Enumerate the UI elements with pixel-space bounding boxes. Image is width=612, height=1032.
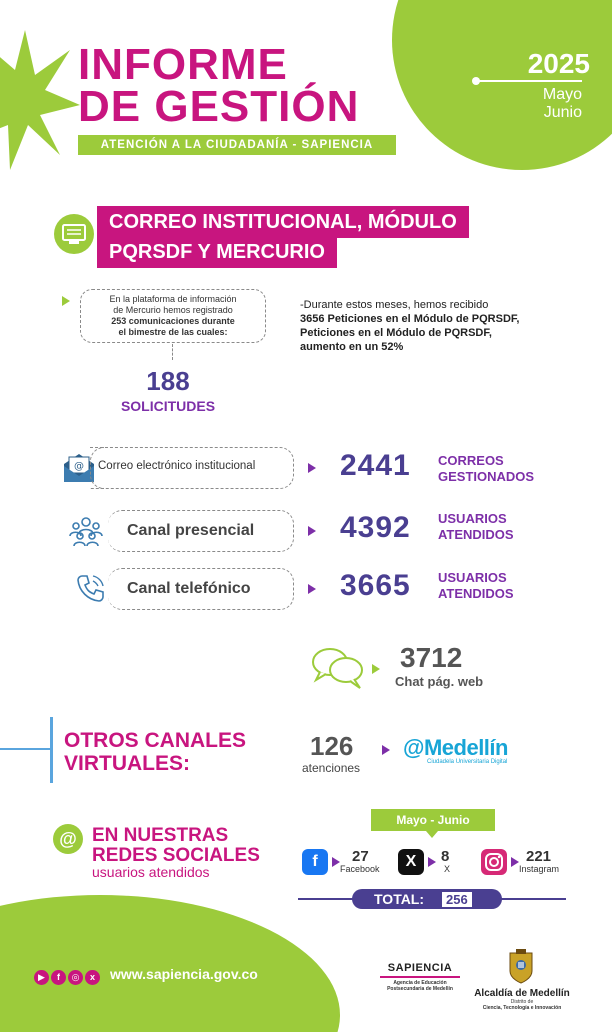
svg-text:@: @ <box>74 461 84 472</box>
sapiencia-logo: SAPIENCIA Agencia de Educación Postsecundaria de Medellín <box>380 962 460 992</box>
total-label: TOTAL: <box>374 891 425 907</box>
connector-line <box>172 344 173 360</box>
chat-number: 3712 <box>400 642 463 673</box>
channel-presencial-number: 4392 <box>340 511 411 544</box>
arrow-icon <box>308 526 316 536</box>
redes-subtitle: usuarios atendidos <box>92 864 210 880</box>
section-title-line1: CORREO INSTITUCIONAL, MÓDULO <box>97 206 469 238</box>
channel-telefonico-label: Canal telefónico <box>127 580 251 597</box>
divider-line <box>0 748 52 750</box>
bullet-arrow-icon <box>62 296 70 306</box>
people-group-icon <box>68 514 104 553</box>
arrow-icon <box>511 857 519 867</box>
instagram-label: Instagram <box>519 864 560 874</box>
arrow-icon <box>428 857 436 867</box>
channel-email-label: Correo electrónico institucional <box>98 460 256 472</box>
page-title: INFORME DE GESTIÓN <box>78 40 360 131</box>
solicitudes-number: 188 <box>146 366 190 396</box>
solicitudes-label: SOLICITUDES <box>120 398 216 414</box>
redes-title: EN NUESTRAS REDES SOCIALES <box>92 825 260 866</box>
arrow-icon <box>308 584 316 594</box>
report-period: Mayo Junio <box>542 86 582 121</box>
computer-icon <box>54 214 94 254</box>
youtube-icon[interactable]: ▶ <box>34 970 49 985</box>
channel-telefonico-number: 3665 <box>340 569 411 602</box>
otros-number: 126 <box>310 731 354 761</box>
chat-label: Chat pág. web <box>395 674 484 689</box>
arrow-icon <box>332 857 340 867</box>
instagram-icon <box>481 849 507 875</box>
otros-canales-title: OTROS CANALES VIRTUALES: <box>64 729 247 775</box>
facebook-small-icon[interactable]: f <box>51 970 66 985</box>
x-number: 8 <box>441 848 450 865</box>
instagram-number: 221 <box>526 848 552 865</box>
page-subtitle: ATENCIÓN A LA CIUDADANÍA - SAPIENCIA <box>78 135 396 155</box>
year-line-decor <box>474 80 582 82</box>
medellin-coat-of-arms-icon <box>506 947 536 990</box>
facebook-icon: f <box>302 849 328 875</box>
header-decor-circle <box>392 0 612 170</box>
x-icon: X <box>398 849 424 875</box>
report-year: 2025 <box>527 48 590 79</box>
website-link[interactable]: www.sapiencia.gov.co <box>110 966 258 982</box>
channel-presencial-label: Canal presencial <box>127 522 255 539</box>
medellin-digital-logo: @Medellín Ciudadela Universitaria Digital <box>403 735 508 765</box>
divider-line-vertical <box>50 717 53 783</box>
otros-label: atenciones <box>302 761 361 775</box>
x-small-icon[interactable]: x <box>85 970 100 985</box>
redes-period-badge: Mayo - Junio <box>371 809 495 831</box>
total-badge <box>352 889 502 909</box>
arrow-icon <box>372 664 380 674</box>
channel-email-unit: CORREOS GESTIONADOS <box>438 453 535 484</box>
at-sign-icon: @ <box>53 824 83 854</box>
channel-telefonico-unit: USUARIOS ATENDIDOS <box>438 570 514 601</box>
total-value: 256 <box>442 892 472 907</box>
chat-bubbles-icon <box>310 646 366 697</box>
phone-icon <box>76 573 106 608</box>
alcaldia-logo: Alcaldía de Medellín Distrito de Ciencia, Tecnología e Innovación <box>474 988 570 1011</box>
section-title-line2: PQRSDF Y MERCURIO <box>97 236 337 268</box>
arrow-icon <box>382 745 390 755</box>
facebook-label: Facebook <box>340 864 380 874</box>
instagram-small-icon[interactable]: ◎ <box>68 970 83 985</box>
mercurio-box: En la plataforma de información de Mercurio hemos registrado 253 comunicaciones durante el bimestre de las cuales: <box>80 289 266 343</box>
starburst-decor-icon <box>0 30 80 170</box>
badge-pointer <box>426 831 438 838</box>
arrow-icon <box>308 463 316 473</box>
pqrsdf-note: -Durante estos meses, hemos recibido 3656 Peticiones en el Módulo de PQRSDF, Peticiones en el Módulo de PQRSDF, aumento en un 52% <box>300 299 520 353</box>
x-label: X <box>444 864 451 874</box>
channel-email-number: 2441 <box>340 449 411 482</box>
channel-presencial-unit: USUARIOS ATENDIDOS <box>438 511 514 542</box>
facebook-number: 27 <box>352 848 369 865</box>
footer-decor-circle <box>0 895 340 1032</box>
footer-social-icons <box>34 967 102 985</box>
